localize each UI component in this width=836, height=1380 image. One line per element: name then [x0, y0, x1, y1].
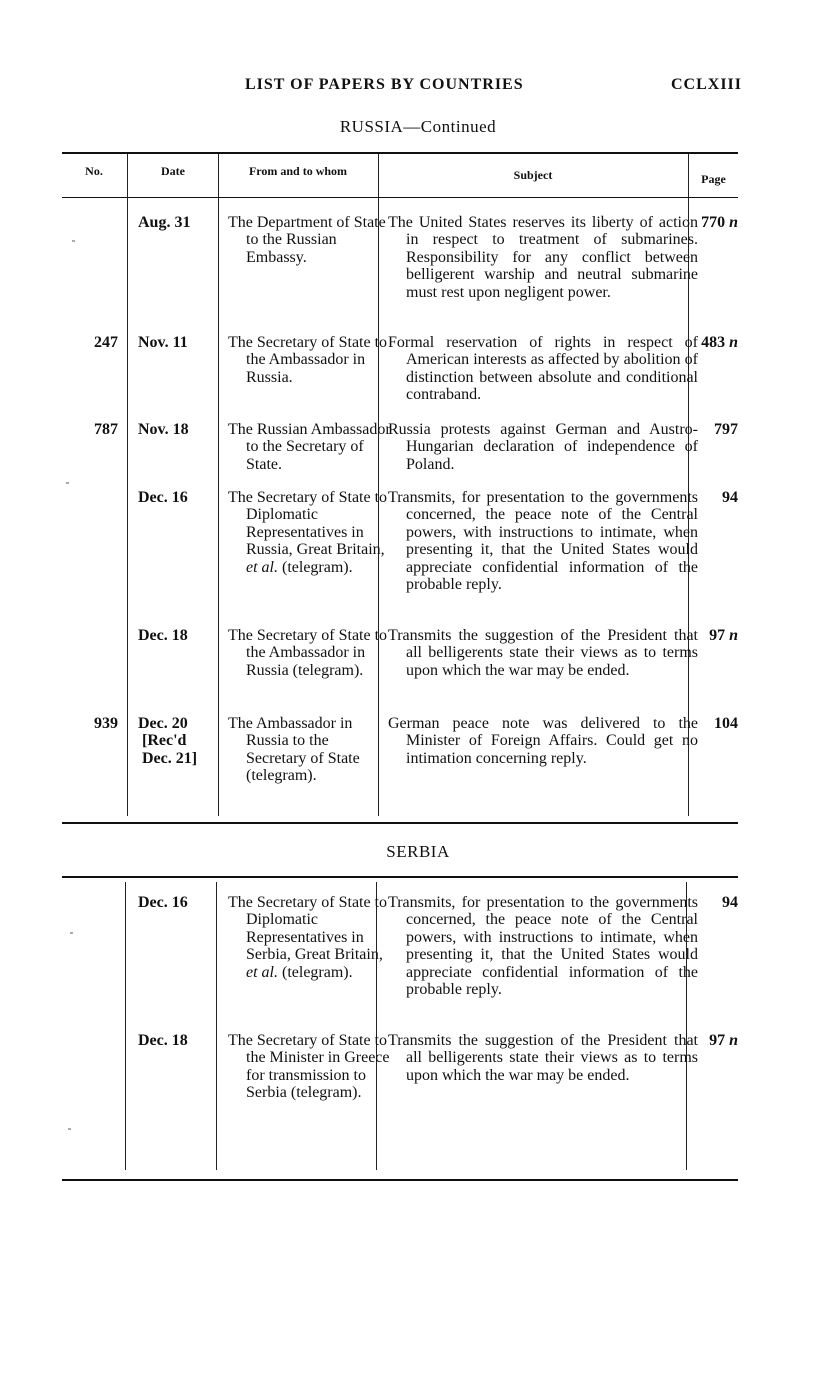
col-header-no: No.: [85, 164, 103, 178]
page-ref: 104: [714, 715, 738, 732]
section-title-russia: RUSSIA—Continued: [339, 117, 497, 136]
row-page: [688, 334, 738, 351]
page-ref: 94: [722, 489, 738, 506]
row-subject: Transmits, for presentation to the governments concerned, the peace note of the Central powers, with instructions to intimate, when presenting it, that the United States would appreciate confidential information of the probable reply.: [388, 894, 698, 999]
section-title-serbia: SERBIA: [386, 842, 450, 861]
row-subject: Transmits the suggestion of the President that all belligerents state their views as to terms upon which the war may be ended.: [388, 627, 698, 679]
row-page: [688, 421, 738, 438]
row-number: 939: [94, 715, 118, 732]
date-line: Nov. 18: [138, 421, 189, 438]
row-from-to: The Ambassador in Russia to the Secretary of State (telegram).: [228, 715, 360, 785]
row-number: 247: [94, 334, 118, 351]
col-header-subject: Subject: [513, 168, 553, 182]
row-page: [688, 214, 738, 231]
row-subject: The United States reserves its liberty of action in respect to treatment of submarines. Responsibility for any conflict between belligerent warship and neutral submarine must rest upon negligent power.: [388, 214, 698, 301]
page-note-suffix: n: [729, 1032, 738, 1049]
column-divider: [218, 154, 219, 816]
row-date: [138, 214, 216, 231]
col-header-date: Date: [161, 164, 185, 178]
table-bottom-rule: [62, 822, 738, 824]
column-divider: [125, 882, 126, 1170]
row-date: [138, 421, 216, 438]
date-line: [Rec'd: [142, 732, 187, 750]
table-top-rule: [62, 152, 738, 154]
row-from-to: The Secretary of State to Diplomatic Representatives in Serbia, Great Britain, et al. (telegram).: [228, 894, 388, 981]
row-date: [138, 334, 216, 351]
date-line: Dec. 20: [138, 715, 188, 732]
row-date: [138, 627, 216, 644]
page-ref: 797: [714, 421, 738, 438]
page-note-suffix: n: [729, 214, 738, 231]
row-subject: Russia protests against German and Austro-Hungarian declaration of independence of Poland.: [388, 421, 698, 473]
date-line: Dec. 18: [138, 1032, 188, 1049]
row-date: [138, 489, 216, 506]
row-subject: German peace note was delivered to the Minister of Foreign Affairs. Could get no intimation concerning reply.: [388, 715, 698, 767]
running-head: [0, 76, 836, 98]
row-page: [688, 489, 738, 506]
col-header-from: From and to whom: [248, 164, 348, 178]
running-title: LIST OF PAPERS BY COUNTRIES: [245, 76, 524, 93]
date-line: Dec. 18: [138, 627, 188, 644]
scan-speck: [70, 932, 73, 934]
row-page: [688, 627, 738, 644]
row-date: [138, 715, 216, 767]
et-al-italic: et al.: [246, 558, 278, 576]
et-al-italic: et al.: [246, 963, 278, 981]
column-divider: [216, 882, 217, 1170]
page-ref: 483: [701, 334, 726, 351]
row-page: [688, 894, 738, 911]
row-page: [688, 715, 738, 732]
row-subject: Formal reservation of rights in respect of American interests as affected by abolition of distinction between absolute and conditional contraband.: [388, 334, 698, 404]
row-from-to: The Secretary of State to the Ambassador in Russia.: [228, 334, 388, 386]
page-ref: 97: [709, 627, 726, 644]
page-ref: 770: [701, 214, 726, 231]
page-ref: 97: [709, 1032, 726, 1049]
row-subject: Transmits the suggestion of the President that all belligerents state their views as to terms upon which the war may be ended.: [388, 1032, 698, 1084]
row-from-to: The Department of State to the Russian Embassy.: [228, 214, 386, 266]
scan-speck: [66, 482, 69, 484]
row-from-to: The Secretary of State to the Ambassador in Russia (telegram).: [228, 627, 388, 679]
col-header-page: Page: [701, 172, 726, 186]
row-subject: Transmits, for presentation to the governments concerned, the peace note of the Central powers, with instructions to intimate, when presenting it, that the United States would appreciate confidential information of the probable reply.: [388, 489, 698, 594]
page-number: CCLXIII: [670, 76, 742, 93]
russia-table: [62, 152, 738, 828]
page-ref: 94: [722, 894, 738, 911]
page-note-suffix: n: [729, 334, 738, 351]
row-number: 787: [94, 421, 118, 438]
row-date: [138, 894, 216, 911]
scan-speck: [68, 1128, 71, 1130]
serbia-table: [62, 876, 738, 1184]
row-from-to: The Secretary of State to Diplomatic Representatives in Russia, Great Britain, et al. (telegram).: [228, 489, 388, 576]
date-line: Dec. 16: [138, 489, 188, 506]
row-date: [138, 1032, 216, 1049]
scan-speck: [72, 240, 75, 242]
date-line: Aug. 31: [138, 214, 191, 231]
row-from-to: The Secretary of State to the Minister in Greece for transmission to Serbia (telegram).: [228, 1032, 390, 1102]
column-divider: [127, 154, 128, 816]
row-from-to: The Russian Ambassador to the Secretary of State.: [228, 421, 391, 473]
row-page: [688, 1032, 738, 1049]
date-line: Dec. 16: [138, 894, 188, 911]
table-bottom-rule: [62, 1179, 738, 1181]
table-top-rule: [62, 876, 738, 878]
header-rule: [62, 197, 738, 198]
date-line: Nov. 11: [138, 334, 188, 351]
page-note-suffix: n: [729, 627, 738, 644]
date-line: Dec. 21]: [142, 749, 198, 767]
